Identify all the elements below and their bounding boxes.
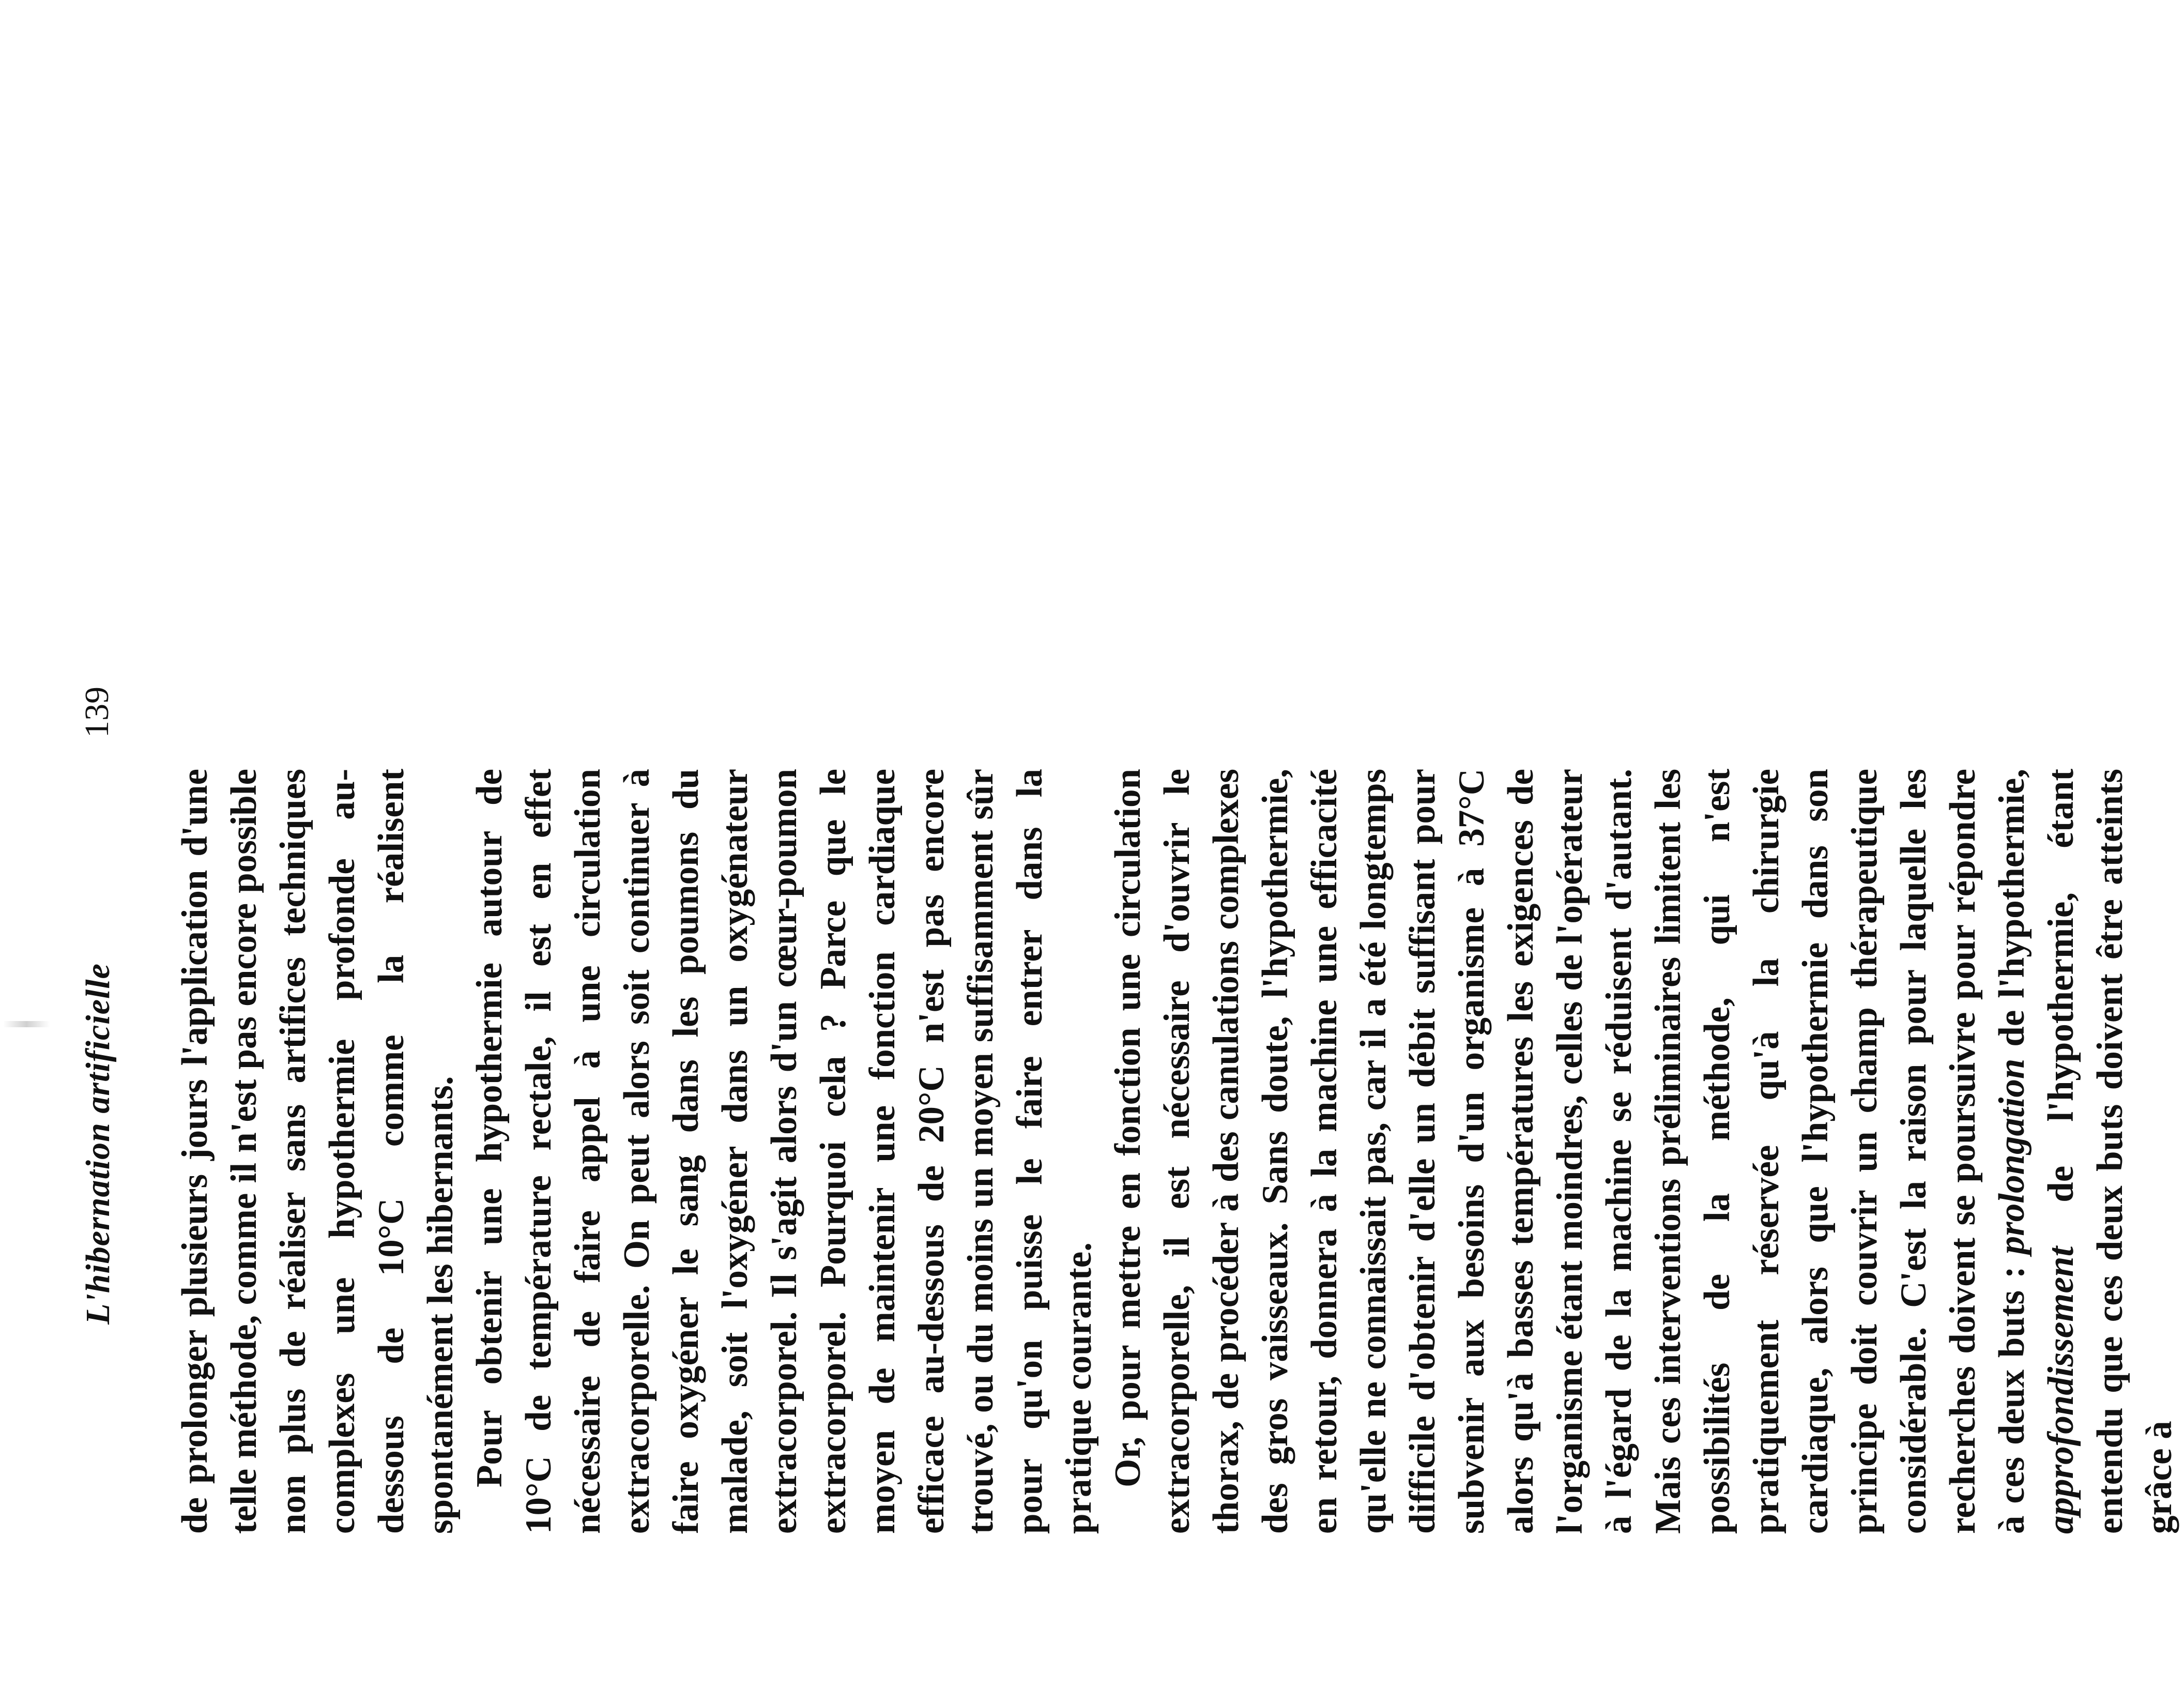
page-number: 139 xyxy=(78,687,116,738)
paragraph-3 xyxy=(1104,769,2184,1534)
text-run: de l'hypothermie, xyxy=(1992,769,2032,1059)
body-text xyxy=(171,769,2184,1534)
text-run: Pour obtenir une hypothermie autour de 10°C de température rectale, il est en effet nécessaire de faire appel à une circulation extracorporelle. On peut alors soit continuer à faire oxygéner le sang dans les poumons du malade, soit l'oxygéner dans un oxygénateur extracorporel. Il s'agit alors d'un cœur-poumon extracorporel. Pourquoi cela ? Parce que le moyen de maintenir une fonction cardiaque efficace au-dessous de 20°C n'est pas encore trouvé, ou du moins un moyen suffisamment sûr pour qu'on puisse le faire entrer dans la pratique courante. xyxy=(469,769,1099,1534)
scan-smudge xyxy=(3,1021,50,1027)
paragraph-2 xyxy=(465,769,1104,1534)
text-run: de prolonger plusieurs jours l'application d'une telle méthode, comme il n'est pas encore possible non plus de réaliser sans artifices techniques complexes une hypothermie profonde au-dessous de 10°C comme la réalisent spontanément les hibernants. xyxy=(175,769,461,1534)
paragraph-1 xyxy=(171,769,465,1534)
text-run: de l'hypothermie, étant entendu que ces deux buts doivent être atteints grâce à xyxy=(2041,769,2179,1534)
running-title: L'hibernation artificielle xyxy=(79,963,117,1325)
book-page xyxy=(0,599,2179,1689)
text-run: Or, pour mettre en fonction une circulation extracorporelle, il est nécessaire d'ouvrir le thorax, de procéder à des canulations complexes des gros vaisseaux. Sans doute, l'hypothermie, en retour, donnera à la machine une efficacité qu'elle ne connaissait pas, car il a été longtemps difficile d'obtenir d'elle un débit suffisant pour subvenir aux besoins d'un organisme à 37°C alors qu'à basses températures les exigences de l'organisme étant moindres, celles de l'opérateur à l'égard de la machine se réduisent d'autant. Mais ces interventions préliminaires limitent les possibilités de la méthode, qui n'est pratiquement réservée qu'à la chirurgie cardiaque, alors que l'hypothermie dans son principe doit couvrir un champ thérapeutique considérable. C'est la raison pour laquelle les recherches doivent se poursuivre pour répondre à ces deux buts : xyxy=(1108,769,2032,1534)
emphasis-text: approfondissement xyxy=(2041,1246,2081,1534)
emphasis-text: prolongation xyxy=(1992,1058,2032,1255)
running-head xyxy=(78,676,119,1611)
